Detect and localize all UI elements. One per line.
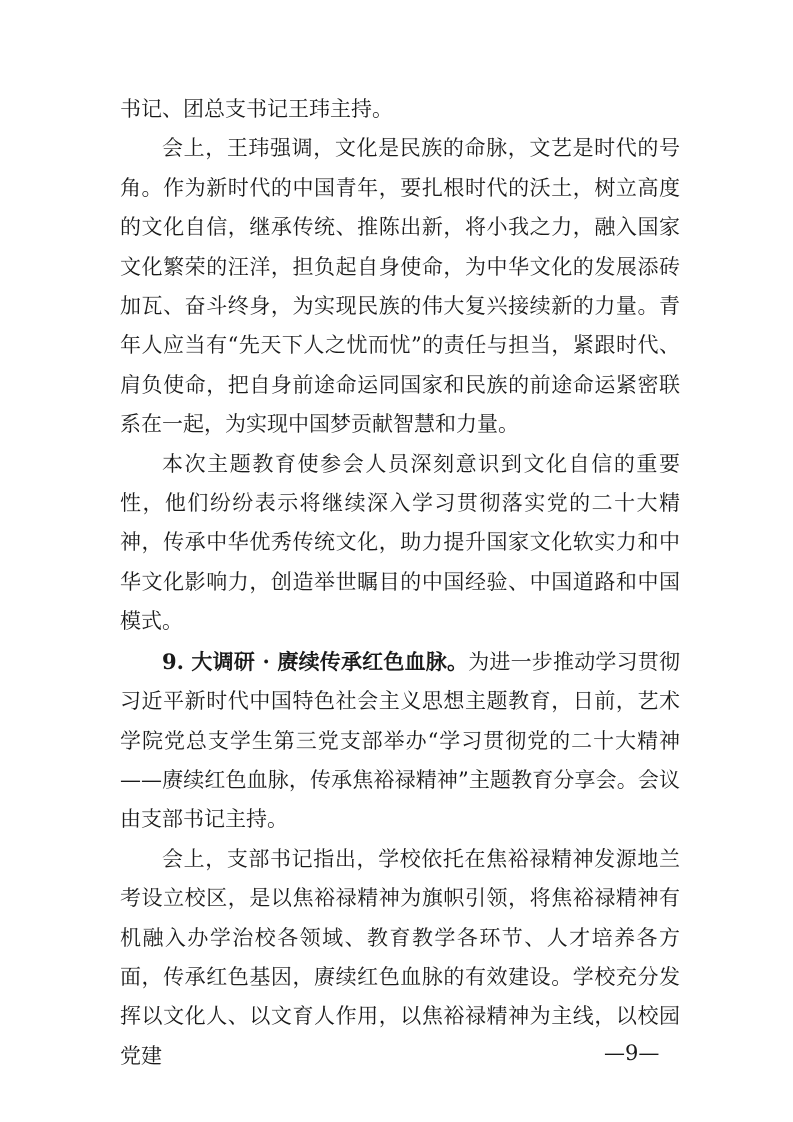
body-text bbox=[120, 90, 680, 1076]
paragraph-3: 本次主题教育使参会人员深刻意识到文化自信的重要性，他们纷纷表示将继续深入学习贯彻落实党的二十大精神，传承中华优秀传统文化，助力提升国家文化软实力和中华文化影响力，创造举世瞩目的中国经验、中国道路和中国模式。 bbox=[120, 451, 680, 634]
page-number: —9— bbox=[604, 1041, 660, 1065]
paragraph-4 bbox=[120, 642, 680, 840]
paragraph-2: 会上，王玮强调，文化是民族的命脉，文艺是时代的号角。作为新时代的中国青年，要扎根时代的沃土，树立高度的文化自信，继承传统、推陈出新，将小我之力，融入国家文化繁荣的汪洋，担负起自身使命，为中华文化的发展添砖加瓦、奋斗终身，为实现民族的伟大复兴接续新的力量。青年人应当有“先天下人之忧而忧”的责任与担当，紧跟时代、肩负使命，把自身前途命运同国家和民族的前途命运紧密联系在一起，为实现中国梦贡献智慧和力量。 bbox=[120, 136, 680, 437]
paragraph-5: 会上，支部书记指出，学校依托在焦裕禄精神发源地兰考设立校区，是以焦裕禄精神为旗帜引领，将焦裕禄精神有机融入办学治校各领域、教育教学各环节、人才培养各方面，传承红色基因，赓续红色血脉的有效建设。学校充分发挥以文化人、以文育人作用，以焦裕禄精神为主线，以校园党建 bbox=[120, 846, 680, 1068]
paragraph-1: 书记、团总支书记王玮主持。 bbox=[120, 97, 393, 121]
paragraph-4-body: 为进一步推动学习贯彻习近平新时代中国特色社会主义思想主题教育，日前，艺术学院党总支学生第三党支部举办“学习贯彻党的二十大精神——赓续红色血脉，传承焦裕禄精神”主题教育分享会。会议由支部书记主持。 bbox=[120, 649, 680, 832]
section-heading: 9. 大调研 · 赓续传承红色血脉。 bbox=[162, 648, 469, 674]
